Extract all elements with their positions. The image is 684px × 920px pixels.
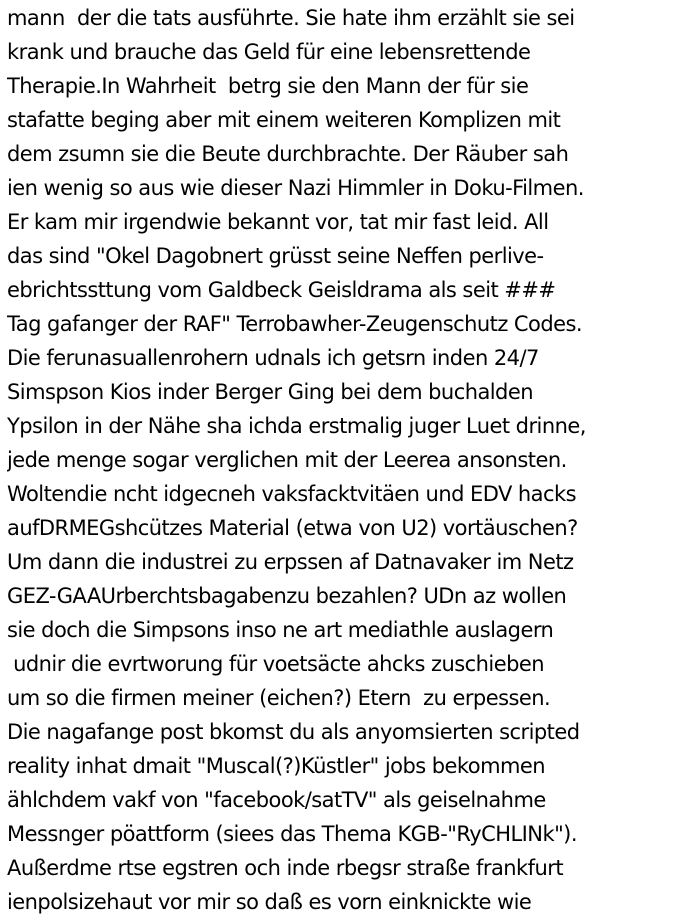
text-line: udnir die evrtworung für voetsäcte ahcks zuschieben <box>7 652 544 676</box>
text-line: Simspson Kios inder Berger Ging bei dem buchalden <box>7 380 533 404</box>
text-line: dem zsumn sie die Beute durchbrachte. Der Räuber sah <box>7 142 569 166</box>
text-line: Er kam mir irgendwie bekannt vor, tat mir fast leid. All <box>7 210 549 234</box>
text-line: mann der die tats ausführte. Sie hate ihm erzählt sie sei <box>7 6 575 30</box>
text-line: ienpolsizehaut vor mir so daß es vorn einknickte wie <box>7 890 532 914</box>
text-line: Ypsilon in der Nähe sha ichda erstmalig juger Luet drinne, <box>7 414 586 438</box>
text-line: reality inhat dmait "Muscal(?)Küstler" jobs bekommen <box>7 754 546 778</box>
text-line: Um dann die industrei zu erpssen af Datnavaker im Netz <box>7 550 574 574</box>
text-line: krank und brauche das Geld für eine lebensrettende <box>7 40 531 64</box>
text-line: Woltendie ncht idgecneh vaksfacktvitäen und EDV hacks <box>7 482 576 506</box>
text-line: sie doch die Simpsons inso ne art mediathle auslagern <box>7 618 554 642</box>
text-line: ien wenig so aus wie dieser Nazi Himmler in Doku-Filmen. <box>7 176 584 200</box>
text-line: GEZ-GAAUrberchtsbagabenzu bezahlen? UDn az wollen <box>7 584 567 608</box>
text-line: ählchdem vakf von "facebook/satTV" als geiselnahme <box>7 788 546 812</box>
text-line: stafatte beging aber mit einem weiteren Komplizen mit <box>7 108 561 132</box>
text-line: das sind "Okel Dagobnert grüsst seine Neffen perlive- <box>7 244 544 268</box>
text-line: Tag gafanger der RAF" Terrobawher-Zeugenschutz Codes. <box>7 312 583 336</box>
text-line: Messnger pöattform (siees das Thema KGB-"RyCHLINk"). <box>7 822 577 846</box>
text-body <box>7 1 683 919</box>
text-line: jede menge sogar verglichen mit der Leerea ansonsten. <box>7 448 567 472</box>
text-line: Außerdme rtse egstren och inde rbegsr straße frankfurt <box>7 856 564 880</box>
text-line: aufDRMEGshcützes Material (etwa von U2) vortäuschen? <box>7 516 578 540</box>
text-line: um so die firmen meiner (eichen?) Etern zu erpessen. <box>7 686 551 710</box>
text-line: Die ferunasuallenrohern udnals ich getsrn inden 24/7 <box>7 346 539 370</box>
text-line: ebrichtssttung vom Galdbeck Geisldrama als seit ### <box>7 278 556 302</box>
text-line: Therapie.In Wahrheit betrg sie den Mann der für sie <box>7 74 529 98</box>
text-line: Die nagafange post bkomst du als anyomsierten scripted <box>7 720 580 744</box>
